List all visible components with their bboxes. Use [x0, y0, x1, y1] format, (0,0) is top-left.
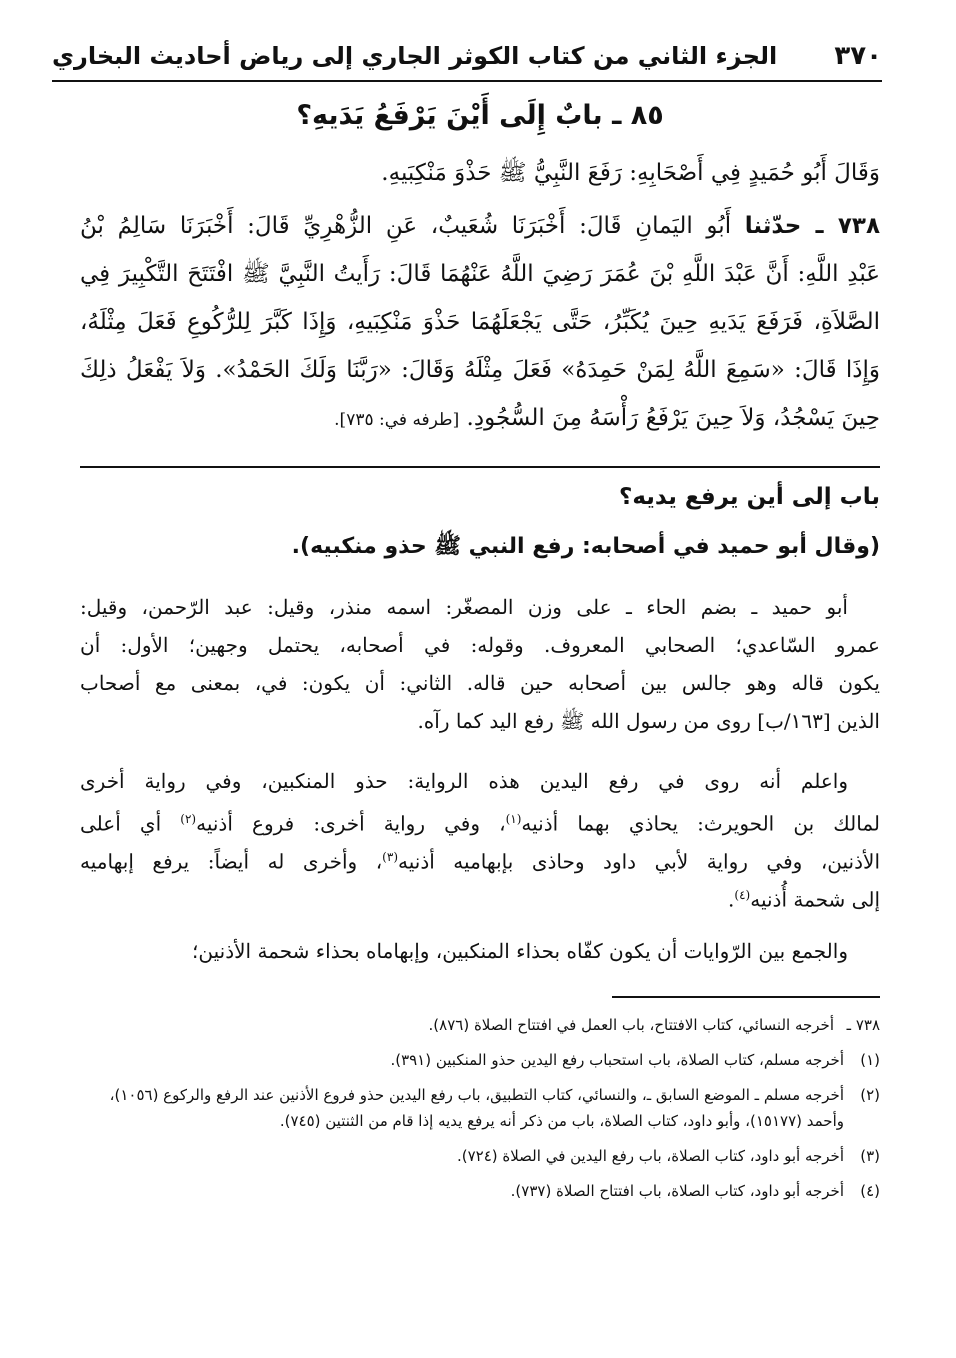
- footnote-mark: (٤): [734, 888, 751, 902]
- commentary-paragraph: [80, 932, 880, 970]
- paragraph-line: إلى شحمة أُذنيه$^{(٤)}$.: [728, 887, 880, 912]
- footnote-text: أخرجه مسلم، كتاب الصلاة، باب استحباب رفع اليدين حذو المنكبين (٣٩١).: [390, 1051, 844, 1069]
- commentary-quote: (وقال أبو حميد في أصحابه: رفع النبي ﷺ حذو منكبيه).: [291, 534, 880, 559]
- hadith-number: ٧٣٨ ـ حدّثنا: [744, 213, 881, 239]
- paragraph-line: أبو حميد ـ بضم الحاء ـ على وزن المصغّر: اسمه منذر، وقيل: عبد الرّحمن، وقيل:: [80, 595, 848, 619]
- footnote-rule: [612, 996, 880, 998]
- running-title: الجزء الثاني من كتاب الكوثر الجاري إلى رياض أحاديث البخاري: [52, 42, 778, 70]
- footnote-number: (٤): [860, 1182, 880, 1200]
- hadith-line: وَإِذَا قَالَ: «سَمِعَ اللَّهُ لِمَنْ حَمِدَهُ» فَعَلَ مِثْلَهُ وَقَالَ: «رَبَّنَا وَلَكَ الحَمْدُ». وَلاَ يَفْعَلُ ذلِكَ: [80, 357, 880, 383]
- section-separator: [80, 466, 880, 468]
- footnote: [80, 1047, 880, 1073]
- paragraph-line: واعلم أنه روى في رفع اليدين هذه الرواية: حذو المنكبين، وفي رواية أخرى: [80, 769, 848, 793]
- header-rule: [52, 80, 882, 82]
- commentary-paragraph: [80, 588, 880, 740]
- footnote-text: أخرجه أبو داود، كتاب الصلاة، باب افتتاح الصلاة (٧٣٧).: [510, 1182, 844, 1200]
- hadith-line: حِينَ يَسْجُدُ، وَلاَ حِينَ يَرْفَعُ رَأْسَهُ مِنَ السُّجُودِ. [طرفه في: ٧٣٥].: [334, 405, 880, 431]
- paragraph-line: يكون قاله وهو جالس بين أصحابه حين قاله. الثاني: أن يكون: في، بمعنى مع أصحاب: [80, 671, 880, 695]
- footnote-number: (٢): [860, 1086, 880, 1104]
- footnote-number: (١): [860, 1051, 880, 1069]
- footnote-text: أخرجه مسلم ـ الموضع السابق ـ، والنسائي، كتاب التطبيق، باب رفع اليدين حذو فروع الأذنين عند الرفع والركوع (١٠٥٦)، وأحمد (١٥١٧٧)، وأبو داود، كتاب الصلاة، باب من ذكر أنه يرفع يديه إذا قام من الثنتين (٧٤٥).: [109, 1086, 844, 1130]
- hadith-line: عَبْدِ اللَّهِ: أَنَّ عَبْدَ اللَّهِ بْنَ عُمَرَ رَضِيَ اللَّهُ عَنْهُمَا قَالَ: رَأَيتُ النَّبِيَّ ﷺ افْتَتَحَ التَّكْبِيرَ فِي: [80, 261, 880, 287]
- page-number: ٣٧٠: [834, 41, 882, 71]
- footnotes: [80, 1012, 880, 1213]
- paragraph-line: الذين [١٦٣/ب] روى من رسول الله ﷺ رفع اليد كما رآه.: [417, 709, 880, 733]
- footnote: [80, 1143, 880, 1169]
- footnote-mark: (٢): [180, 812, 197, 826]
- page-header: [52, 34, 882, 78]
- hadith-line: ٧٣٨ ـ حدّثنا أَبُو اليَمانِ قَالَ: أَخْبَرَنَا شُعَيبٌ، عَنِ الزُّهْرِيِّ قَالَ: أَخْبَرَنَا سَالِمُ بْنُ: [80, 213, 881, 239]
- footnote: [80, 1082, 880, 1134]
- hadith-citation: [طرفه في: ٧٣٥].: [334, 410, 460, 430]
- commentary-paragraph: [80, 762, 880, 914]
- commentary-title: باب إلى أين يرفع يديه؟: [619, 484, 880, 510]
- footnote-number: (٣): [860, 1147, 880, 1165]
- paragraph-line: الأذنين، وفي رواية لأبي داود وحاذى بإبهاميه أذنيه$^{(٣)}$، وأخرى له أيضاً: يرفع إبهاميه: [80, 849, 880, 874]
- footnote-mark: (١): [505, 812, 522, 826]
- hadith-text: [80, 202, 880, 442]
- chapter-intro: وَقَالَ أَبُو حُمَيدٍ فِي أَصْحَابِهِ: رَفَعَ النَّبِيُّ ﷺ حَذْوَ مَنْكِبَيهِ.: [381, 160, 880, 186]
- hadith-line: الصَّلاَةِ، فَرَفَعَ يَدَيهِ حِينَ يُكَبِّرُ، حَتَّى يَجْعَلَهُمَا حَذْوَ مَنْكِبَيهِ، وَإِذَا كَبَّرَ لِلرُّكُوعِ فَعَلَ مِثْلَهُ،: [80, 309, 880, 335]
- paragraph-line: عمرو السّاعدي؛ الصحابي المعروف. وقوله: في أصحابه، يحتمل وجهين؛ الأول: أن: [80, 633, 880, 657]
- footnote-mark: (٣): [382, 850, 398, 864]
- paragraph-line: والجمع بين الرّوايات أن يكون كفّاه بحذاء المنكبين، وإبهاماه بحذاء شحمة الأذنين؛: [192, 939, 848, 963]
- footnote-text: أخرجه أبو داود، كتاب الصلاة، باب رفع اليدين في الصلاة (٧٢٤).: [456, 1147, 844, 1165]
- footnote: [80, 1012, 880, 1038]
- chapter-title: ٨٥ ـ بابٌ إِلَى أَيْنَ يَرْفَعُ يَدَيهِ؟: [296, 100, 664, 131]
- footnote-number: ٧٣٨ ـ: [846, 1016, 880, 1034]
- footnote: [80, 1178, 880, 1204]
- footnote-text: أخرجه النسائي، كتاب الافتتاح، باب العمل في افتتاح الصلاة (٨٧٦).: [428, 1016, 834, 1034]
- paragraph-line: لمالك بن الحويرث: يحاذي بهما أذنيه$^{(١)}$، وفي رواية أخرى: فروع أذنيه$^{(٢)}$ أي أعلى: [80, 811, 880, 836]
